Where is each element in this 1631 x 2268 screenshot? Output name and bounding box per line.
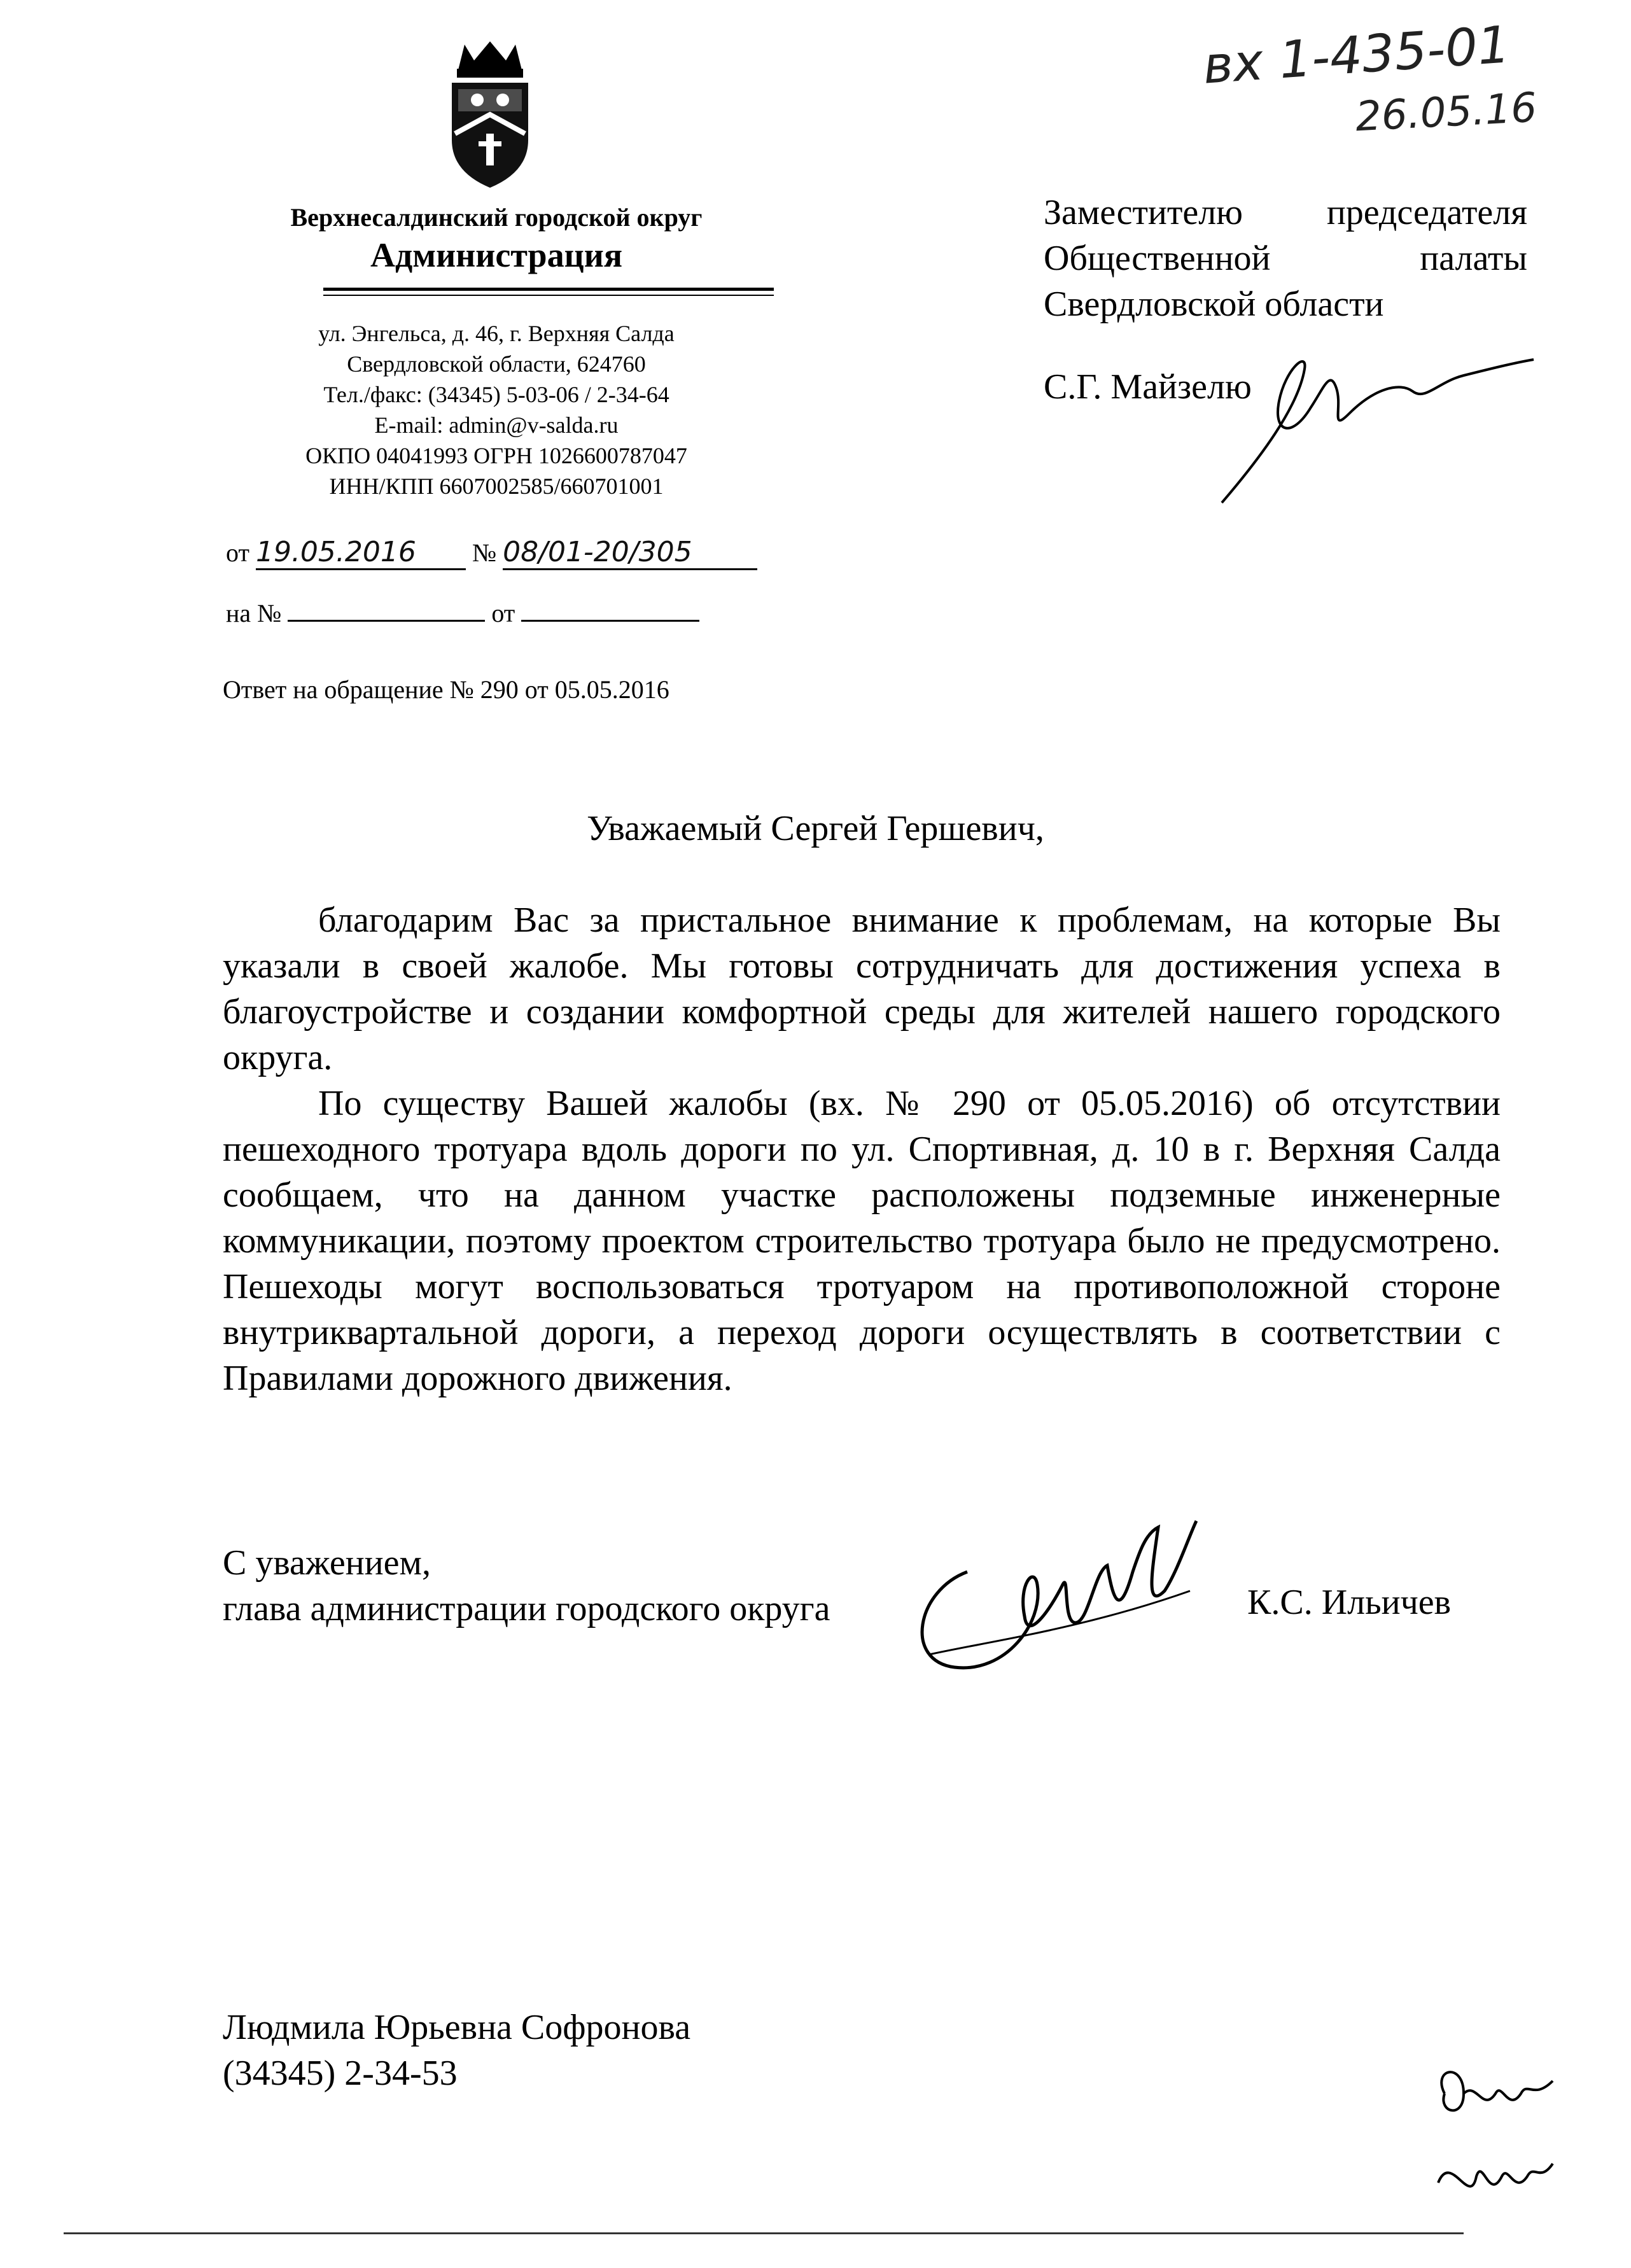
reply-to-label: на № [226, 599, 282, 627]
reply-number-blank [288, 597, 485, 622]
from-label: от [226, 538, 249, 567]
addressee-position-3: Свердловской области [1044, 284, 1384, 324]
reply-from-label: от [491, 599, 515, 627]
addressee-position-2a: Общественной [1044, 239, 1271, 278]
addressee-name: С.Г. Майзелю [1044, 367, 1252, 407]
body-paragraph: благодарим Вас за пристальное внимание к проблемам, на которые Вы указали в своей жалобе. Мы готовы сотрудничать для достижения успеха в благоустройстве и создании комфортной среды для жителей нашего городского округа. [223, 900, 1501, 1077]
closing-phrase: С уважением, [223, 1543, 431, 1583]
phone-fax-line: Тел./факс: (34345) 5-03-06 / 2-34-64 [323, 382, 669, 407]
address-line: ул. Энгельса, д. 46, г. Верхняя Салда [318, 321, 675, 346]
signer-name: К.С. Ильичев [1247, 1583, 1452, 1622]
addressee-position-1b: председателя [1326, 193, 1527, 232]
header-divider [323, 288, 774, 291]
reply-date-blank [521, 597, 699, 622]
coat-of-arms-icon [439, 38, 541, 191]
subject-line: Ответ на обращение № 290 от 05.05.2016 [223, 675, 669, 704]
inn-kpp-line: ИНН/КПП 6607002585/660701001 [329, 473, 664, 499]
executor-phone: (34345) 2-34-53 [223, 2054, 458, 2093]
organization-name: Верхнесалдинский городской округ [290, 203, 703, 232]
okpo-ogrn-line: ОКПО 04041993 ОГРН 1026600787047 [305, 443, 687, 468]
executor-name: Людмила Юрьевна Софронова [223, 2008, 691, 2047]
addressee-position-1a: Заместителю [1044, 193, 1243, 232]
letter-body [223, 897, 1501, 1401]
closing-block [223, 1540, 830, 1632]
letter-greeting: Уважаемый Сергей Гершевич, [587, 809, 1044, 848]
outgoing-reference [226, 536, 757, 570]
number-label: № [472, 538, 497, 567]
addressee-signature-icon [1209, 331, 1540, 512]
signature-icon [891, 1495, 1222, 1702]
email-line: E-mail: admin@v-salda.ru [374, 412, 619, 438]
addressee-position-2b: палаты [1420, 239, 1527, 278]
incoming-number-handwritten: вх 1-435-01 [1201, 15, 1512, 95]
initials-icon [1425, 2055, 1565, 2224]
signer-position: глава администрации городского округа [223, 1589, 830, 1628]
outgoing-number: 08/01-20/305 [503, 536, 757, 570]
organization-title: Администрация [370, 236, 623, 274]
address-line: Свердловской области, 624760 [347, 351, 646, 377]
bottom-edge-line [64, 2232, 1464, 2234]
outgoing-date: 19.05.2016 [256, 536, 466, 570]
incoming-date-handwritten: 26.05.16 [1354, 84, 1538, 141]
executor-block [223, 2005, 690, 2096]
reply-reference [226, 597, 699, 628]
header-divider-thin [323, 295, 774, 296]
body-paragraph: По существу Вашей жалобы (вх. № 290 от 05.05.2016) об отсутствии пешеходного тротуара вдоль дороги по ул. Спортивная, д. 10 в г. Верхняя Салда сообщаем, что на данном участке расположены подземные инженерные коммуникации, поэтому проектом строительство тротуара было не предусмотрено. Пешеходы могут воспользоваться тротуаром на противоположной стороне внутриквартальной дороги, а переход дороги осуществлять в соответствии с Правилами дорожного движения. [223, 1084, 1501, 1398]
